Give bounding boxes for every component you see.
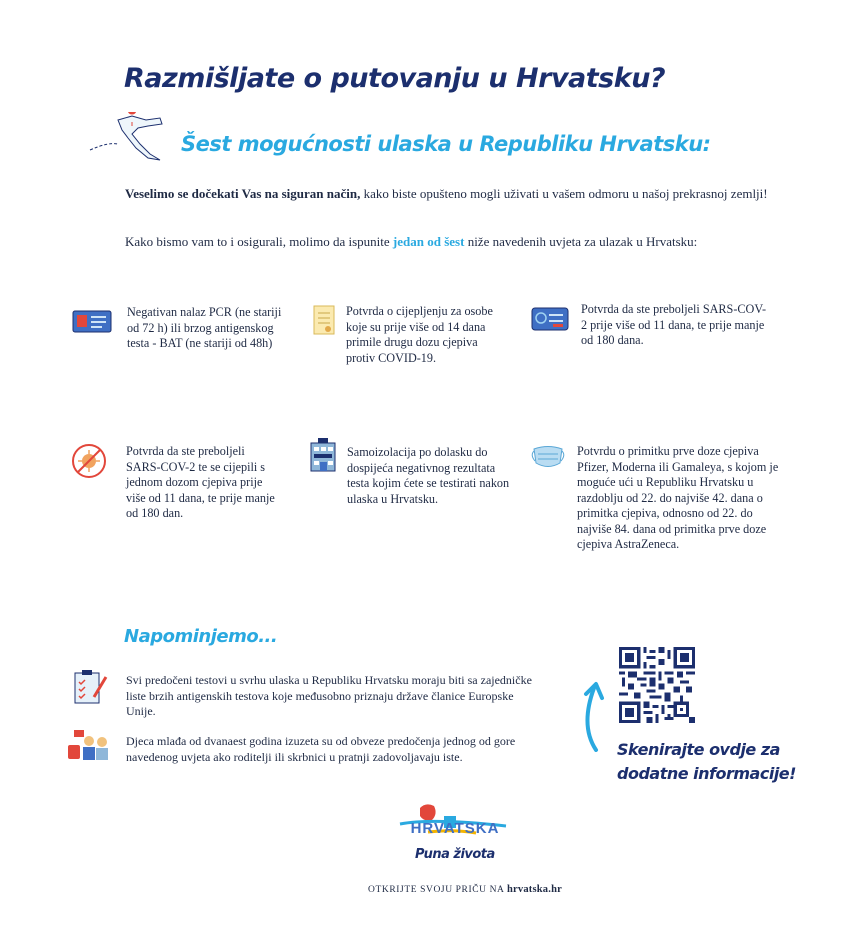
intro-bold: Veselimo se dočekati Vas na siguran način, bbox=[125, 186, 361, 201]
intro-rest: kako biste opušteno mogli uživati u vašem odmoru u našoj prekrasnoj zemlji! bbox=[360, 186, 768, 201]
qr-code[interactable] bbox=[619, 647, 695, 723]
note-1-text: Svi predočeni testovi u svrhu ulaska u Republiku Hrvatsku moraju biti sa zajedničke liste brzih antigenskih testova koje međusobno priznaju države članice Europske Unije. bbox=[126, 673, 532, 718]
footer-label: OTKRIJTE SVOJU PRIČU NA bbox=[368, 885, 507, 895]
hotel-building-icon bbox=[309, 437, 337, 473]
instruction-end: niže navedenih uvjeta za ulazak u Hrvatsku: bbox=[464, 234, 698, 249]
option-6-text: Potvrdu o primitku prve doze cjepiva Pfizer, Moderna ili Gamaleya, s kojom je moguće ući u Republiku Hrvatsku u razdoblju od 22. do najviše 42. dana o primitka cjepiva, odnosno od 22. do najviše 84. dana od primitka prve doze cjepiva AstraZeneca. bbox=[577, 444, 779, 551]
logo-tagline: Puna života bbox=[415, 847, 495, 862]
scan-caption-line2: dodatne informacije! bbox=[617, 764, 796, 783]
croatia-map-icon bbox=[88, 112, 170, 164]
checklist-icon bbox=[72, 669, 108, 705]
footer bbox=[368, 884, 562, 895]
option-2-text: Potvrda o cijepljenju za osobe koje su prije više od 14 dana primile drugu dozu cjepiva protiv COVID-19. bbox=[346, 304, 493, 365]
instruction-paragraph bbox=[125, 234, 805, 250]
option-4-text: Potvrda da ste preboljeli SARS-COV-2 te se cijepili s jednom dozom cjepiva prije više od 11 dana, te prije manje od 180 dan. bbox=[126, 444, 275, 520]
scan-caption-line1: Skenirajte ovdje za bbox=[617, 740, 780, 759]
page-title: Razmišljate o putovanju u Hrvatsku? bbox=[124, 63, 666, 94]
curved-arrow-icon bbox=[576, 680, 612, 752]
intro-paragraph bbox=[125, 186, 775, 202]
face-mask-icon bbox=[529, 443, 567, 471]
test-result-icon bbox=[72, 308, 112, 334]
no-virus-icon bbox=[71, 443, 107, 479]
option-5-text: Samoizolacija po dolasku do dospijeća negativnog rezultata testa kojim ćete se testirati nakon ulaska u Hrvatsku. bbox=[347, 445, 510, 506]
note-2-text: Djeca mlađa od dvanaest godina izuzeta su od obveze predočenja jednog od gore navedenog uvjeta ako roditelji ili skrbnici u pratnji zadovoljavaju iste. bbox=[126, 734, 516, 764]
option-3-text: Potvrda da ste preboljeli SARS-COV-2 prije više od 11 dana, te prije manje od 180 dana. bbox=[581, 302, 767, 347]
document-icon bbox=[312, 304, 338, 336]
certificate-card-icon bbox=[531, 306, 569, 332]
family-icon bbox=[67, 729, 111, 761]
notes-title: Napominjemo... bbox=[124, 626, 278, 647]
scan-caption bbox=[617, 738, 796, 786]
logo-word: HRVATSKA bbox=[410, 820, 500, 837]
instruction-highlight: jedan od šest bbox=[392, 234, 465, 249]
page-subtitle: Šest mogućnosti ulaska u Republiku Hrvatsku: bbox=[181, 132, 711, 156]
instruction-start: Kako bismo vam to i osigurali, molimo da ispunite bbox=[125, 234, 393, 249]
footer-link[interactable]: hrvatska.hr bbox=[506, 884, 562, 895]
option-1-text: Negativan nalaz PCR (ne stariji od 72 h) ili brzog antigenskog testa - BAT (ne stariji od 48h) bbox=[127, 305, 282, 350]
